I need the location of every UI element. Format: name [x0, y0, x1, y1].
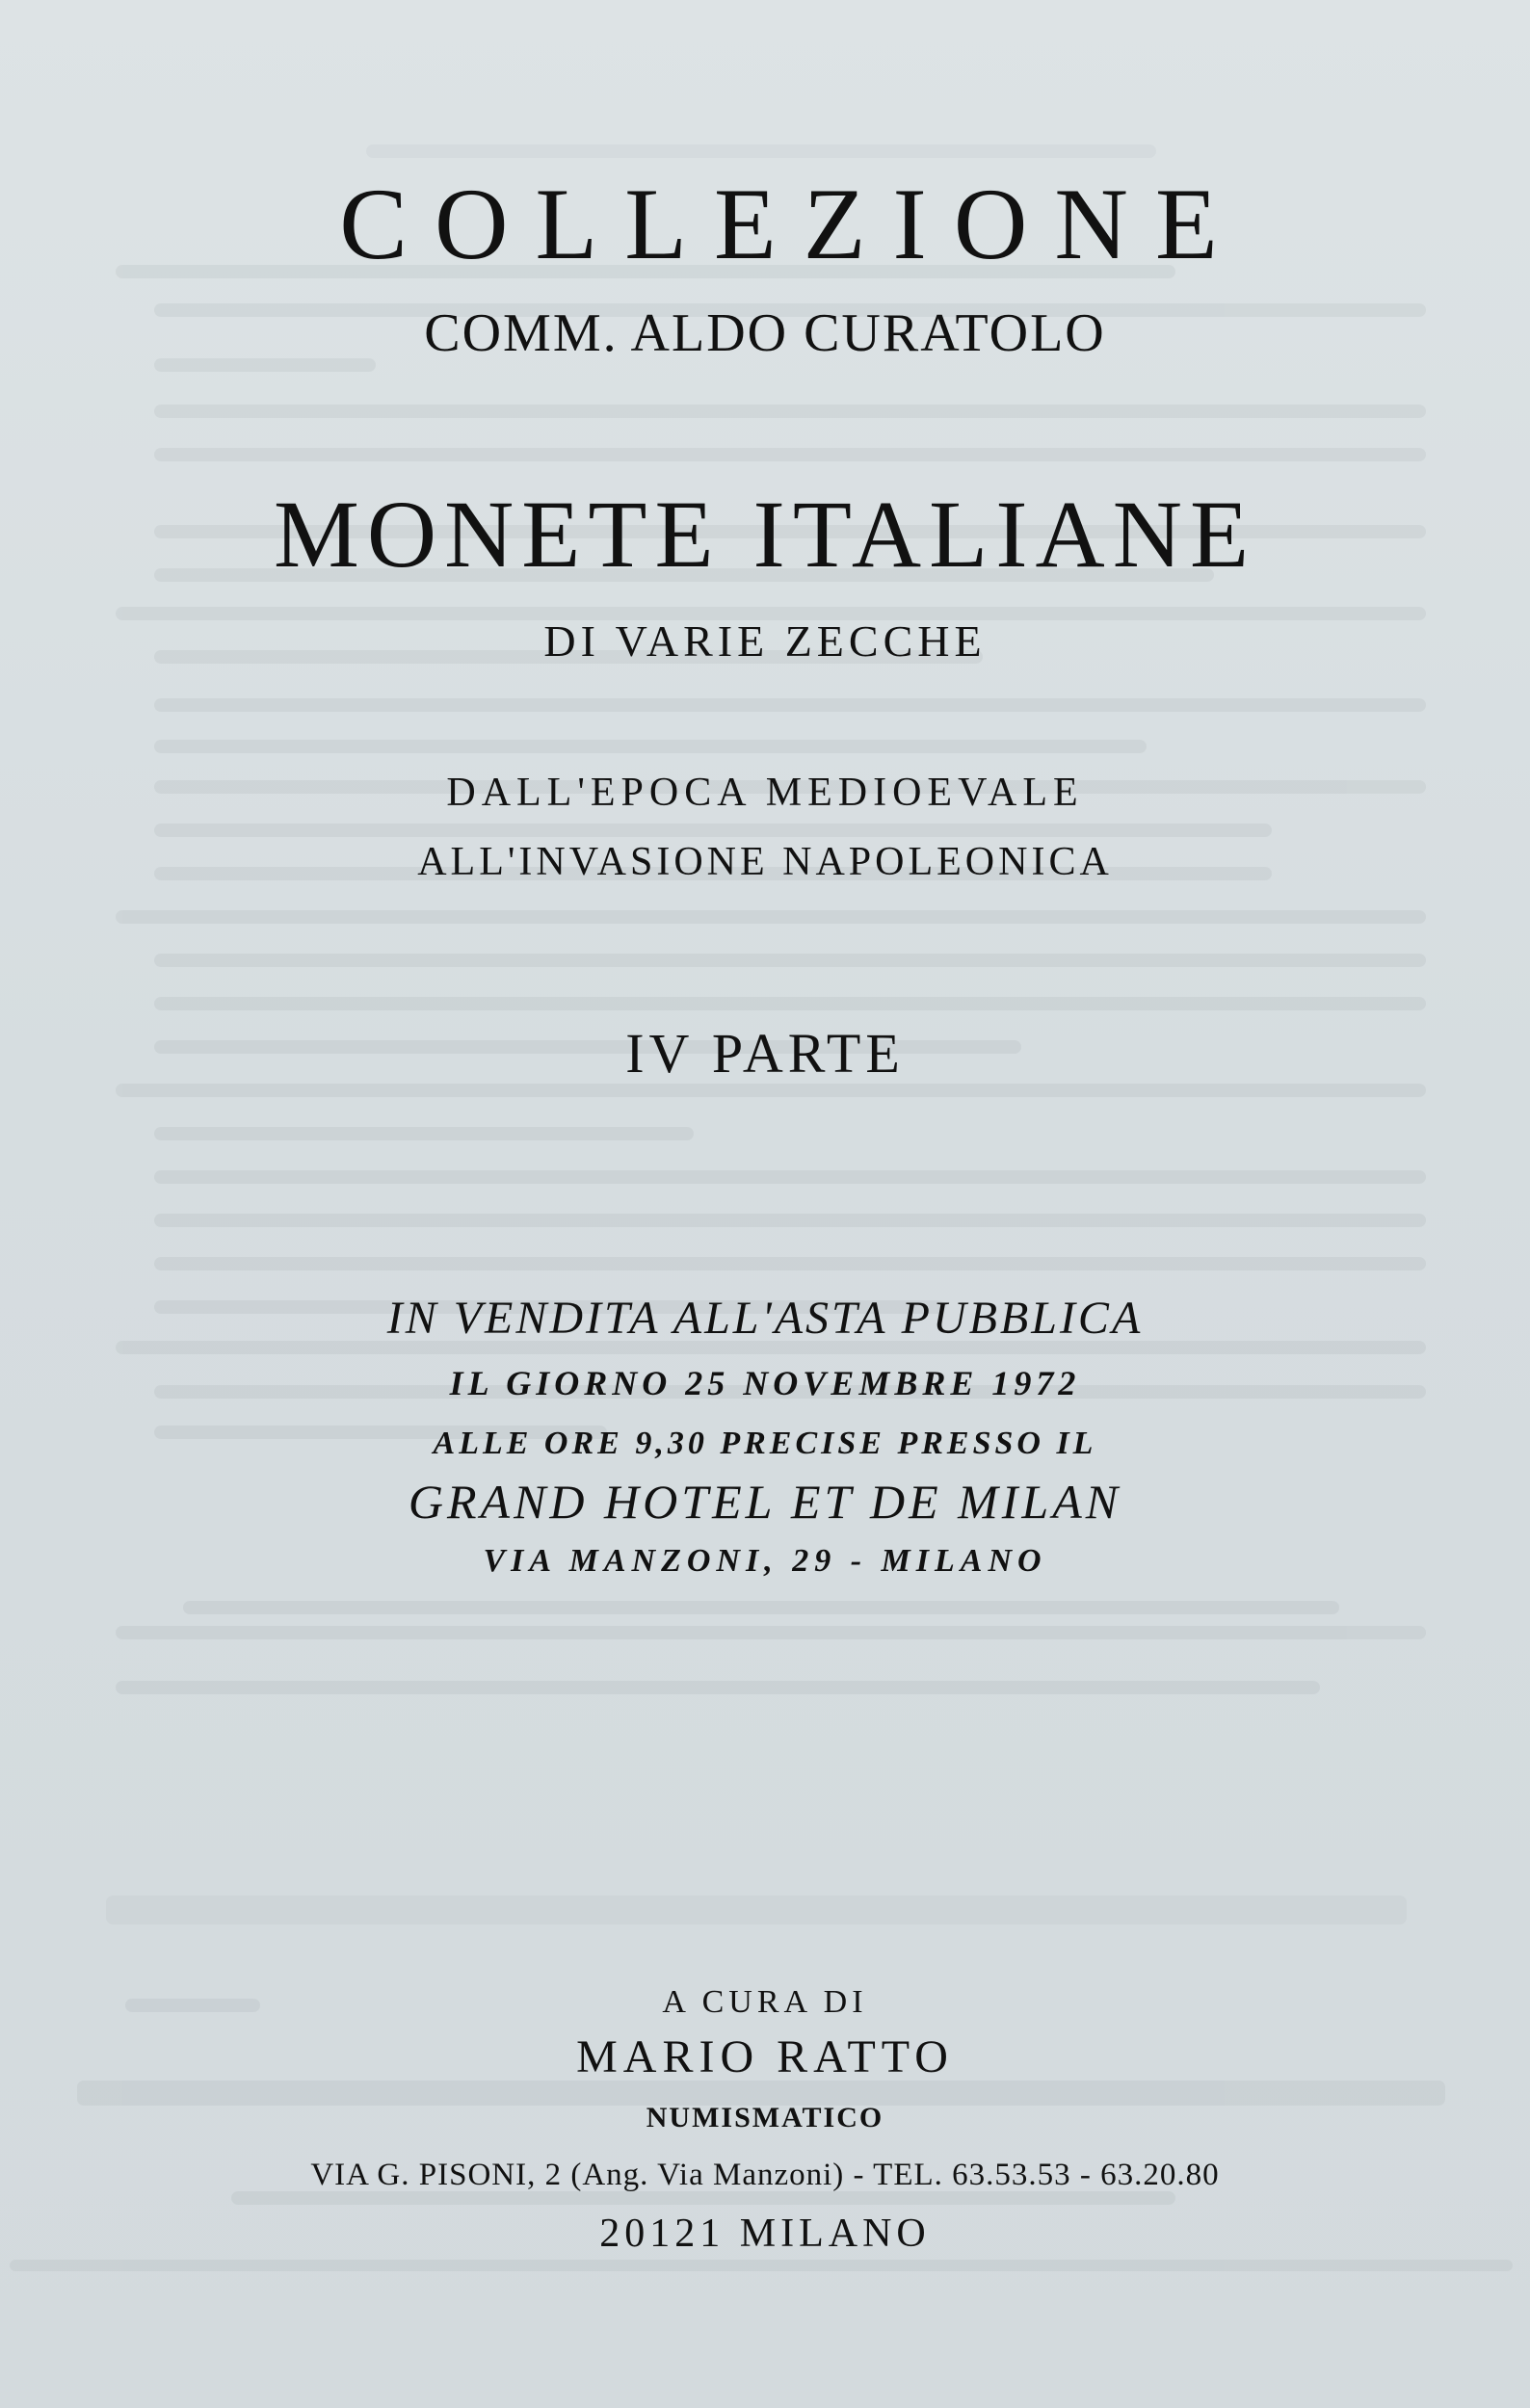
subtitle-mints: DI VARIE ZECCHE — [543, 616, 987, 666]
auction-announcement: IN VENDITA ALL'ASTA PUBBLICA — [386, 1293, 1144, 1344]
curator-name: MARIO RATTO — [576, 2031, 954, 2082]
auction-venue: GRAND HOTEL ET DE MILAN — [408, 1475, 1122, 1529]
curator-profession: NUMISMATICO — [646, 2102, 884, 2133]
period-line-1: DALL'EPOCA MEDIOEVALE — [446, 771, 1084, 815]
period-line-2: ALL'INVASIONE NAPOLEONICA — [417, 840, 1113, 884]
collection-owner: COMM. ALDO CURATOLO — [424, 303, 1106, 363]
collection-title: COLLEZIONE — [339, 168, 1245, 280]
auction-address: VIA MANZONI, 29 - MILANO — [483, 1543, 1047, 1579]
catalog-part: IV PARTE — [625, 1022, 905, 1085]
curator-address: VIA G. PISONI, 2 (Ang. Via Manzoni) - TEL. 63.53.53 - 63.20.80 — [310, 2158, 1220, 2192]
curator-city: 20121 MILANO — [599, 2212, 931, 2256]
main-title: MONETE ITALIANE — [273, 481, 1257, 588]
curated-by-label: A CURA DI — [662, 1984, 868, 2020]
auction-time: ALLE ORE 9,30 PRECISE PRESSO IL — [433, 1426, 1097, 1461]
auction-date: IL GIORNO 25 NOVEMBRE 1972 — [449, 1364, 1081, 1402]
